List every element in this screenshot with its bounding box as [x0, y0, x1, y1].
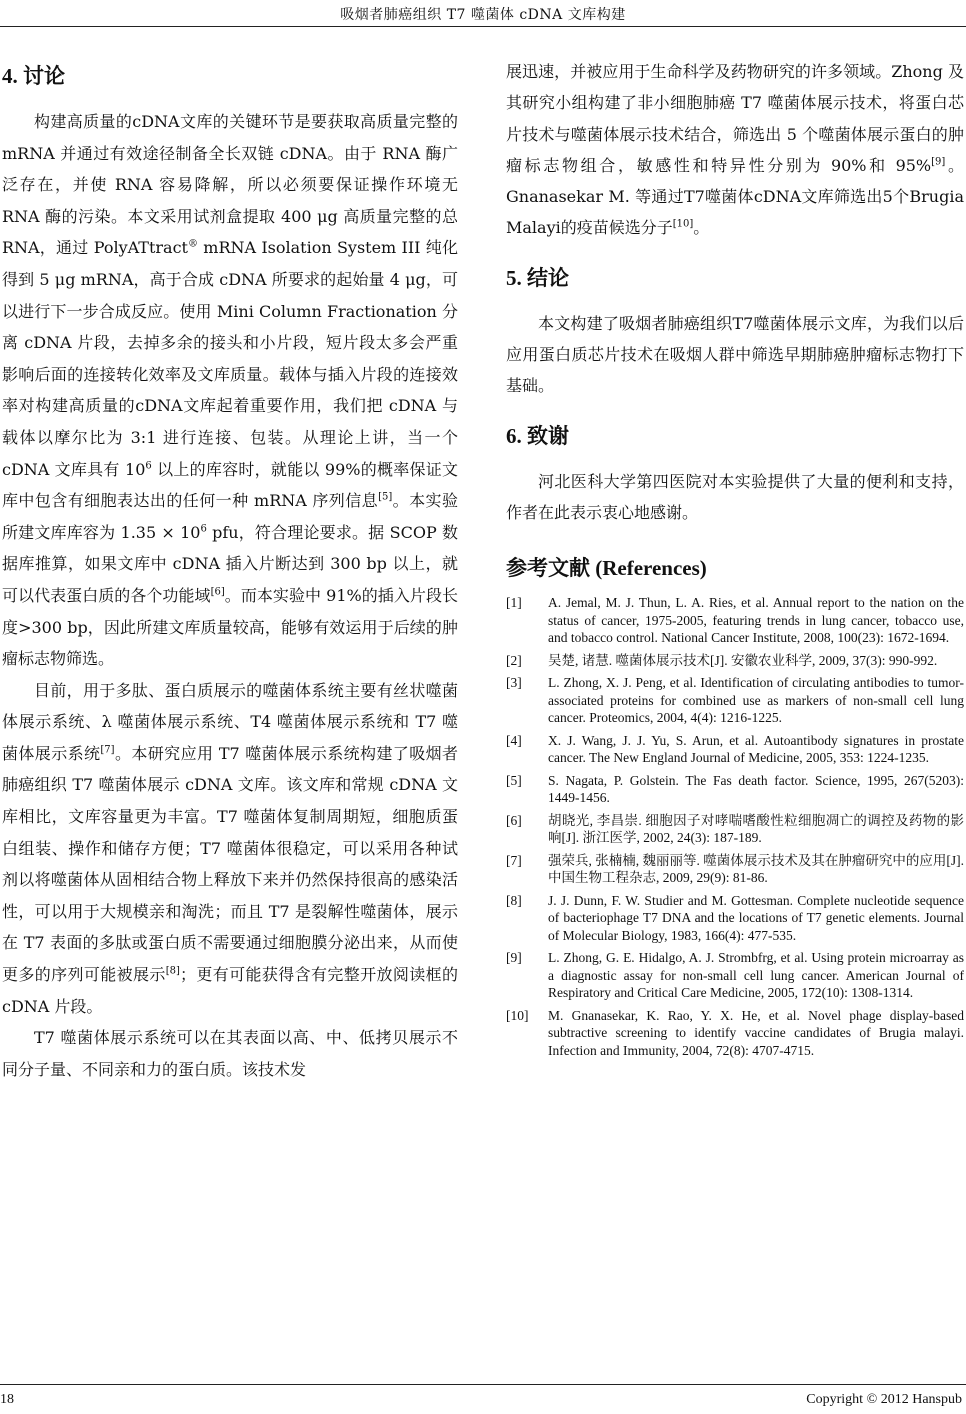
reference-item	[506, 949, 964, 1002]
reference-number: [6]	[506, 812, 522, 828]
reference-text: 胡晓光, 李昌崇. 细胞因子对哮喘嗜酸性粒细胞凋亡的调控及药物的影响[J]. 浙江医学, 2002, 24(3): 187-189.	[548, 812, 964, 846]
section-heading-discussion: 4. 讨论	[2, 64, 65, 88]
references-title: 参考文献 (References)	[506, 556, 707, 581]
reference-item	[506, 594, 964, 647]
copyright: Copyright © 2012 Hanspub	[806, 1392, 962, 1407]
reference-number: [10]	[506, 1007, 529, 1023]
running-title: 吸烟者肺癌组织 T7 噬菌体 cDNA 文库构建	[340, 7, 626, 23]
discussion-paragraph-2: 目前，用于多肽、蛋白质展示的噬菌体系统主要有丝状噬菌体展示系统、λ 噬菌体展示系统、T4 噬菌体展示系统和 T7 噬菌体展示系统[7]。本研究应用 T7 噬菌体展示系统构建了吸烟者肺癌组织 T7 噬菌体展示 cDNA 文库。该文库和常规 cDNA 文库相比，文库容量更为丰富。T7 噬菌体复制周期短，细胞质蛋白组装、操作和储存方便；T7 噬菌体很稳定，可以采用各种试剂以将噬菌体从固相结合物上释放下来并仍然保持很高的感染活性，可以用于大规模亲和淘洗；而且 T7 是裂解性噬菌体，展示在 T7 表面的多肽或蛋白质不需要通过细胞膜分泌出来，从而使更多的序列可能被展示[8]；更有可能获得含有完整开放阅读框的 cDNA 片段。	[2, 680, 458, 1016]
reference-number: [2]	[506, 652, 522, 668]
acknowledgement-paragraph: 河北医科大学第四医院对本实验提供了大量的便利和支持，作者在此表示衷心地感谢。	[506, 471, 964, 522]
discussion-paragraph-1: 构建高质量的cDNA文库的关键环节是要获取高质量完整的 mRNA 并通过有效途径制备全长双链 cDNA。由于 RNA 酶广泛存在，并使 RNA 容易降解，所以必须要保证操作环境无 RNA 酶的污染。本文采用试剂盒提取 400 μg 高质量完整的总 RNA，通过 PolyATtract® mRNA Isolation System III 纯化得到 5 μg mRNA，高于合成 cDNA 所要求的起始量 4 μg，可以进行下一步合成反应。使用 Mini Column Fractionation 分离 cDNA 片段，去掉多余的接头和小片段，短片段太多会严重影响后面的连接转化效率及文库质量。载体与插入片段的连接效率对构建高质量的cDNA文库起着重要作用，我们把 cDNA 与载体以摩尔比为 3:1 进行连接、包装。从理论上讲，当一个 cDNA 文库具有 $10^6$ 以上的库容时，就能以 99%的概率保证文库中包含有细胞表达出的任何一种 mRNA 序列信息[5]。本实验所建文库库容为 $1.35 \times 10^6$ pfu，符合理论要求。据 SCOP 数据库推算，如果文库中 cDNA 插入片断达到 300 bp 以上，就可以代表蛋白质的各个功能域[6]。而本实验中 91%的插入片段长度>300 bp，因此所建文库质量较高，能够有效运用于后续的肿瘤标志物筛选。	[2, 112, 458, 669]
reference-number: [9]	[506, 950, 522, 966]
reference-item	[506, 892, 964, 945]
reference-item	[506, 812, 964, 847]
reference-number: [8]	[506, 892, 522, 908]
header-rule	[0, 26, 966, 27]
reference-text: 吴楚, 诸慧. 噬菌体展示技术[J]. 安徽农业科学, 2009, 37(3): 990-992.	[548, 652, 938, 668]
reference-text: M. Gnanasekar, K. Rao, Y. X. He, et al. Novel phage display-based subtractive screening to identify vaccine candidates of Brugia malayi. Infection and Immunity, 2004, 72(8): 4707-4715.	[548, 1007, 964, 1058]
reference-text: J. J. Dunn, F. W. Studier and M. Gottesman. Complete nucleotide sequence of bacteriophage T7 DNA and the locations of T7 genetic elements. Journal of Molecular Biology, 1983, 166(4): 477-535.	[548, 892, 964, 943]
conclusion-paragraph: 本文构建了吸烟者肺癌组织T7噬菌体展示文库，为我们以后应用蛋白质芯片技术在吸烟人群中筛选早期肺癌肿瘤标志物打下基础。	[506, 313, 964, 396]
reference-text: L. Zhong, X. J. Peng, et al. Identification of circulating antibodies to tumor-associated proteins for combined use as markers of non-small cell lung cancer. Proteomics, 2004, 4(4): 1216-1225.	[548, 675, 964, 726]
reference-number: [4]	[506, 732, 522, 748]
reference-item	[506, 1007, 964, 1060]
reference-item	[506, 852, 964, 887]
discussion-paragraph-3: T7 噬菌体展示系统可以在其表面以高、中、低拷贝展示不同分子量、不同亲和力的蛋白质。该技术发	[2, 1028, 458, 1079]
reference-item	[506, 772, 964, 807]
references-list	[506, 594, 964, 1059]
right-column	[506, 56, 964, 1064]
reference-number: [3]	[506, 675, 522, 691]
reference-item	[506, 732, 964, 767]
reference-number: [1]	[506, 595, 522, 611]
left-column	[2, 56, 458, 1085]
reference-text: 强荣兵, 张楠楠, 魏丽丽等. 噬菌体展示技术及其在肿瘤研究中的应用[J]. 中国生物工程杂志, 2009, 29(9): 81-86.	[548, 852, 964, 886]
reference-text: X. J. Wang, J. J. Yu, S. Arun, et al. Autoantibody signatures in prostate cancer. The New England Journal of Medicine, 2005, 353: 1224-1235.	[548, 732, 964, 766]
reference-text: S. Nagata, P. Golstein. The Fas death factor. Science, 1995, 267(5203): 1449-1456.	[548, 772, 964, 806]
page-number: 18	[0, 1392, 14, 1407]
reference-number: [7]	[506, 852, 522, 868]
discussion-paragraph-3-continued: 展迅速，并被应用于生命科学及药物研究的许多领域。Zhong 及其研究小组构建了非小细胞肺癌 T7 噬菌体展示技术，将蛋白芯片技术与噬菌体展示技术结合，筛选出 5 个噬菌体展示蛋白的肿瘤标志物组合，敏感性和特异性分别为 90%和 95%[9]。Gnanasekar M. 等通过T7噬菌体cDNA文库筛选出5个Brugia Malayi的疫苗候选分子[10]。	[506, 62, 964, 238]
reference-text: A. Jemal, M. J. Thun, L. A. Ries, et al. Annual report to the nation on the status of cancer, 1975-2005, featuring trends in lung cancer, tobacco use, and tobacco control. National Cancer Institute, 2008, 100(23): 1672-1694.	[548, 595, 964, 646]
section-heading-acknowledgement: 6. 致谢	[506, 423, 569, 448]
reference-item	[506, 674, 964, 727]
reference-text: L. Zhong, G. E. Hidalgo, A. J. Strombfrg, et al. Using protein microarray as a diagnostic assay for non-small cell lung cancer. American Journal of Respiratory and Critical Care Medicine, 2005, 172(10): 1308-1314.	[548, 950, 964, 1001]
reference-number: [5]	[506, 772, 522, 788]
section-heading-conclusion: 5. 结论	[506, 265, 569, 290]
reference-item	[506, 652, 964, 670]
footer-rule	[0, 1384, 966, 1385]
